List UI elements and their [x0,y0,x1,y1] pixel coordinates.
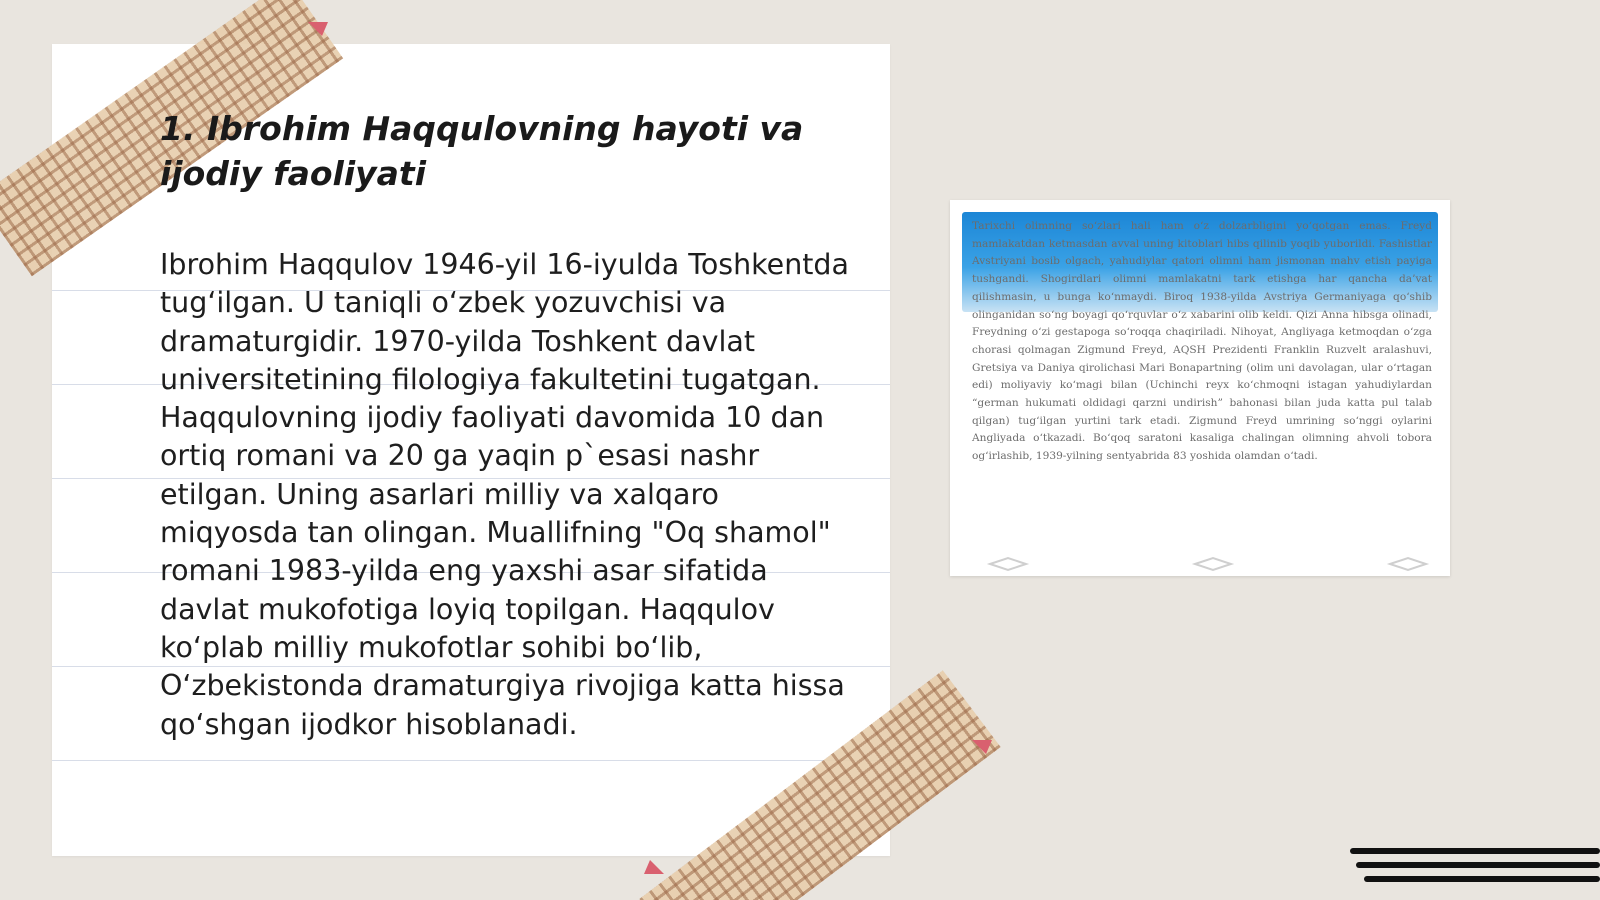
stripe [1364,876,1600,882]
stripe [1350,848,1600,854]
stripe [1356,862,1600,868]
scanned-page-image [950,200,1450,576]
tape-corner-mark [644,860,664,874]
slide-title: 1. Ibrohim Haqqulovning hayoti va ijodiy faoliyati [160,109,804,193]
scan-watermark-marks [970,556,1430,572]
slide-body-text: Ibrohim Haqqulov 1946-yil 16-iyulda Toshkentda tug‘ilgan. U taniqli o‘zbek yozuvchisi va dramaturgidir. 1970-yilda Toshkent davlat universitetining filologiya fakultetini tugatgan. Haqqulovning ijodiy faoliyati davomida 10 dan ortiq romani va 20 ga yaqin p`esasi nashr etilgan. Uning asarlari milliy va xalqaro miqyosda tan olingan. Muallifning "Oq shamol" romani 1983-yilda eng yaxshi asar sifatida davlat mukofotiga loyiq topilgan. Haqqulov ko‘plab milliy mukofotlar sohibi bo‘lib, O‘zbekistonda dramaturgiya rivojiga katta hissa qo‘shgan ijodkor hisoblanadi. [160,248,849,741]
paper-line [52,760,890,761]
tape-corner-mark [972,740,992,754]
decorative-stripes [1350,846,1600,886]
tape-corner-mark [308,22,328,36]
scanned-page-text: Tarixchi olimning so‘zlari hali ham o‘z dolzarbligini yo‘qotgan emas. Freyd mamlakatdan ketmasdan avval uning kitoblari hibs qilinib yoqib yuborildi. Fashistlar Avstriyani bosib olgach, yahudiylar qatori olimni ham jismonan mahv etish payiga tushgandi. Shogirdlari olimni mamlakatni tark etishga har qancha da’vat qilishmasin, u bunga ko‘nmaydi. Biroq 1938-yilda Avstriya Germaniyaga qo‘shib olinganidan so‘ng boyagi qo‘rquvlar o‘z xabarini olib keldi. Qizi Anna hibsga olinadi, Freydning o‘zi gestapoga so‘roqqa chaqiriladi. Nihoyat, Angliyaga ketmoqdan o‘zga chorasi qolmagan Zigmund Freyd, AQSH Prezidenti Franklin Ruzvelt aralashuvi, Gretsiya va Daniya qirolichasi Mari Bonapartning (olim uni davolagan, ular o‘rtagan edi) moliyaviy ko‘magi bilan (Uchinchi reyx ko‘chmoqni istagan yahudiylardan “german hukumati oldidagi qarzni undirish” bahonasi bilan juda katta pul talab qilgan) tug‘ilgan yurtini tark etadi. Zigmund Freyd umrining so‘nggi oylarini Angliyada o‘tkazadi. Bo‘qoq saratoni kasaliga chalingan olimning ahvoli tobora og‘irlashib, 1939-yilning sentyabrida 83 yoshida olamdan o‘tadi. [972,220,1432,463]
